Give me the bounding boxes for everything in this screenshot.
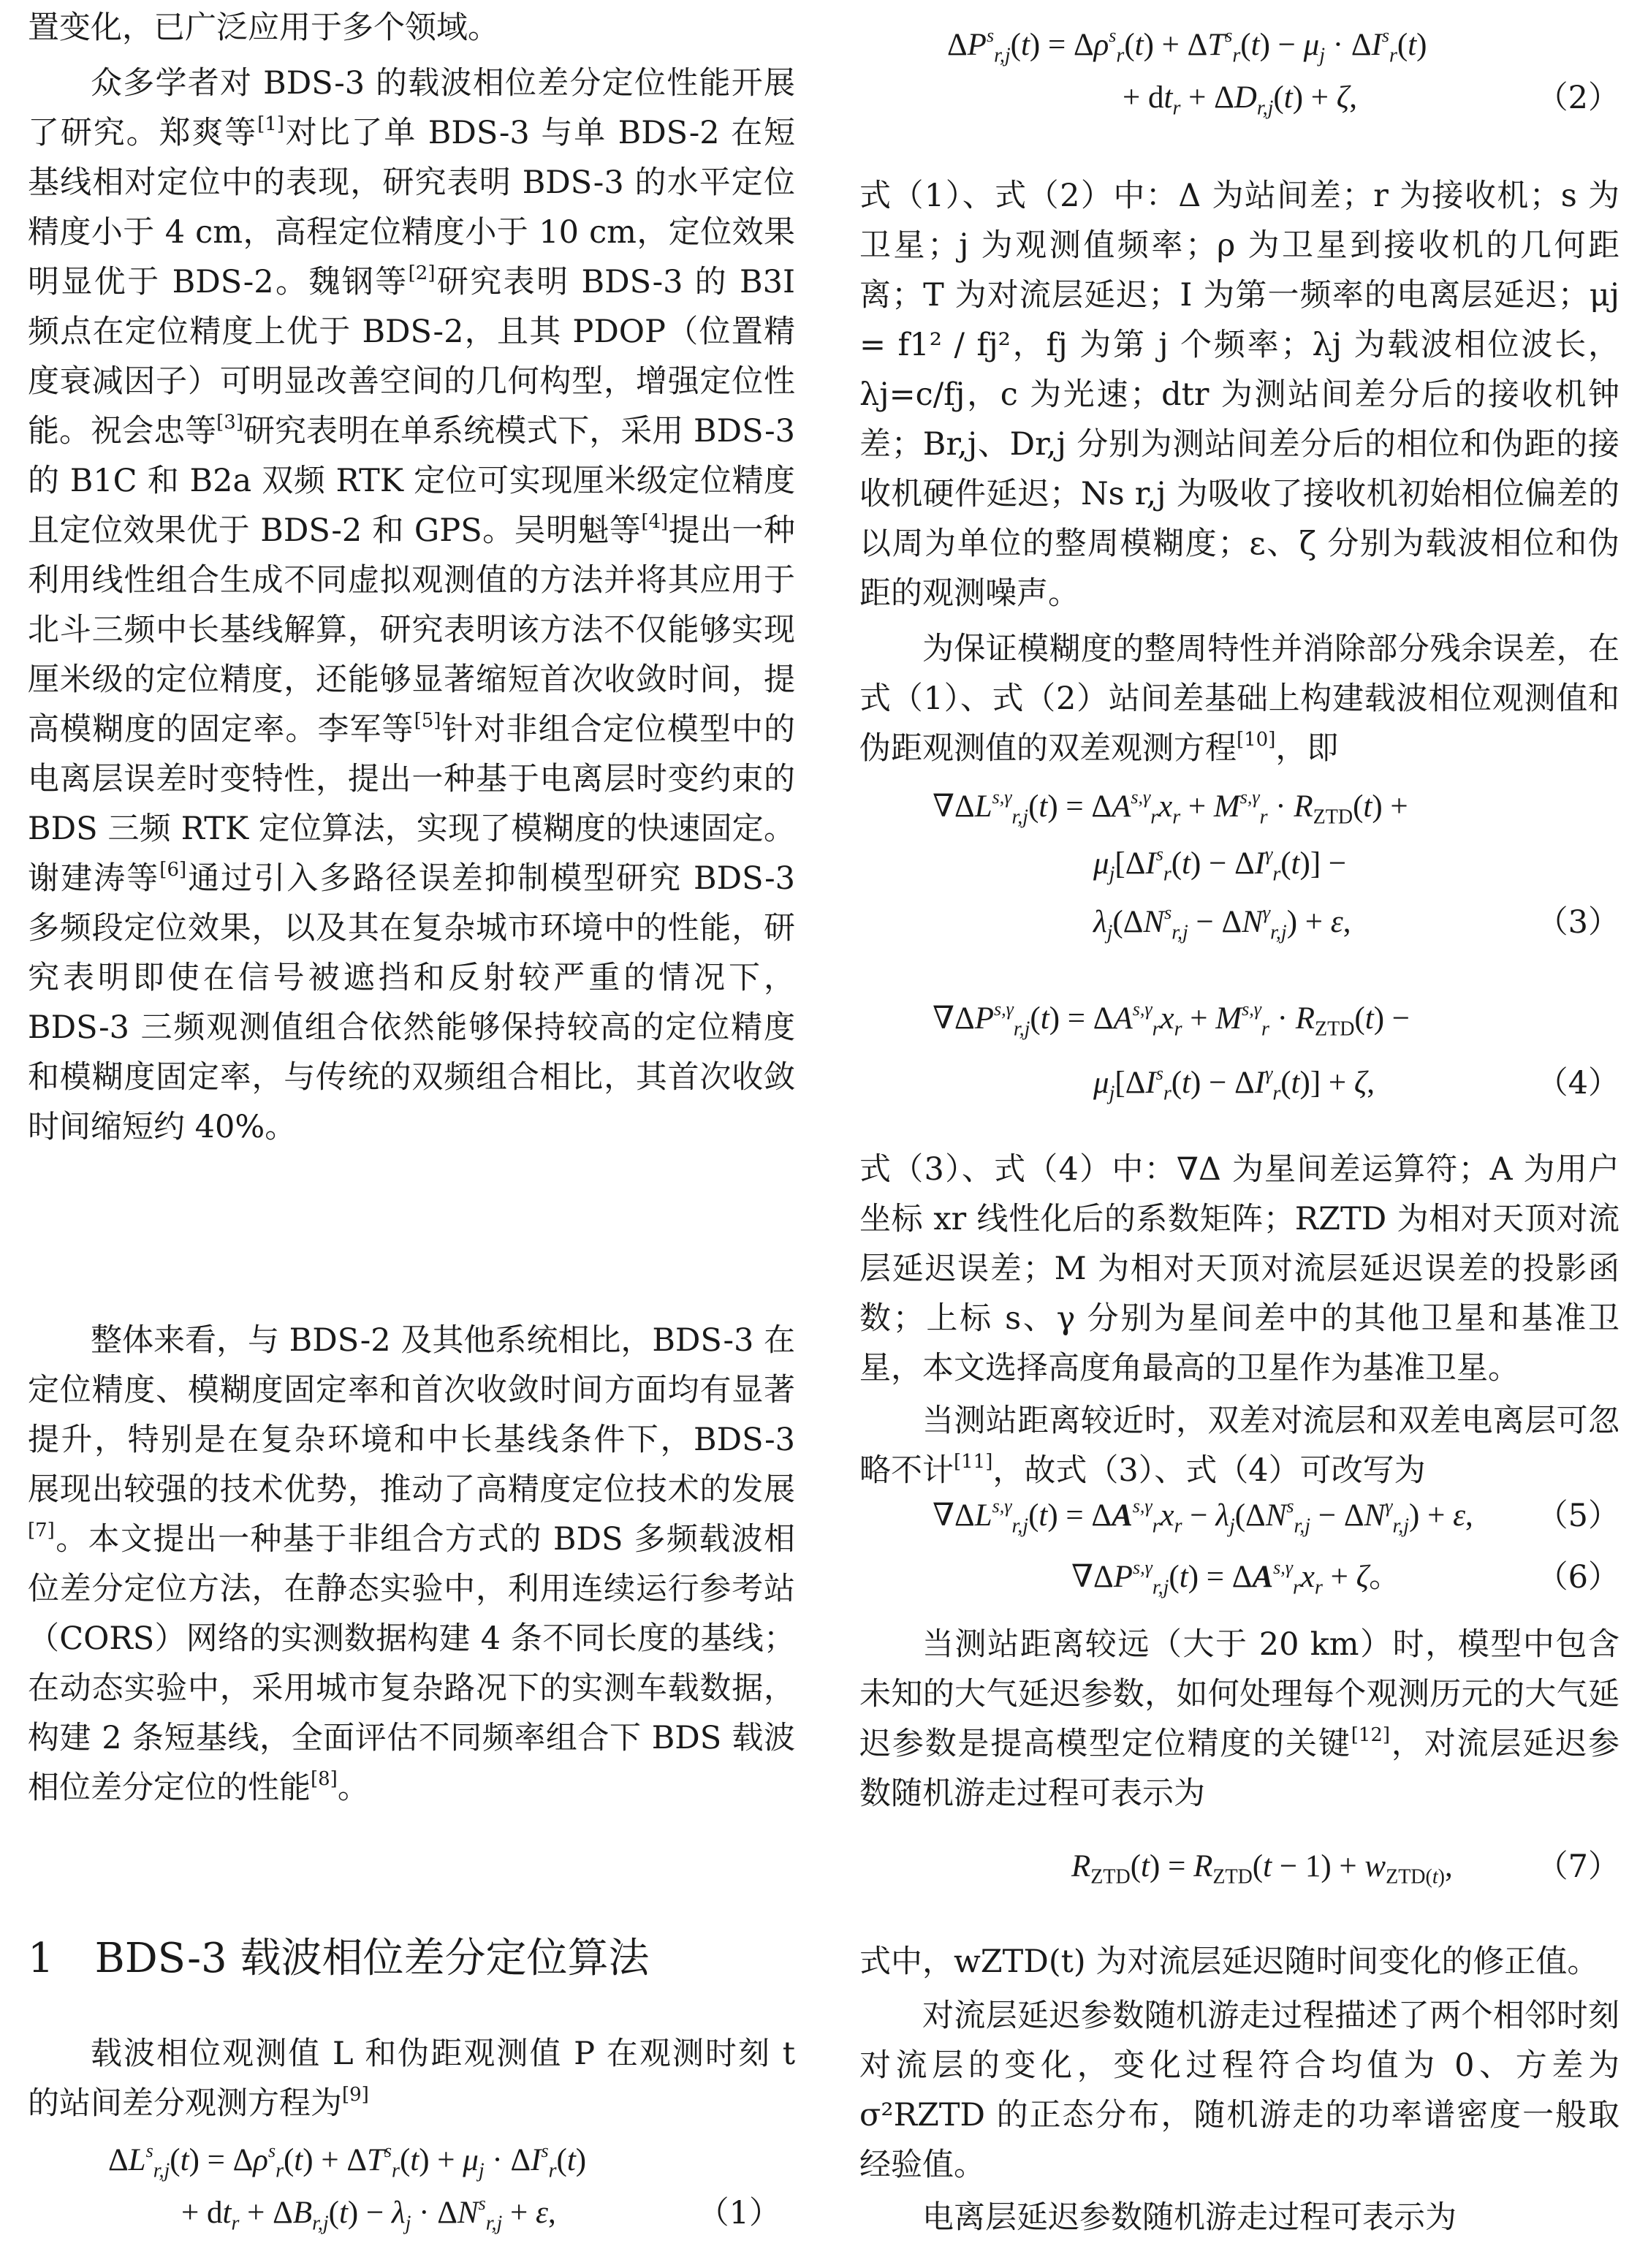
paragraph-wztd-definition: 式中，wZTD(t) 为对流层延迟随时间变化的修正值。 (859, 1943, 1599, 1980)
paragraph-double-difference: 为保证模糊度的整周特性并消除部分残余误差，在式（1）、式（2）站间差基础上构建载波相位观测值和伪距观测值的双差观测方程[10]，即 (859, 631, 1619, 767)
equation-3: $\nabla\Delta L^{s,\gamma}_{r,j}(t) = \Delta A^{s,\gamma}_rx_r + M^{s,\gamma}_r \cdot R_{ZTD}(t)$ + $\mu_j[\Delta I^s_r(t) - \Delta I^\gamma_r(t)]$ − $\lambda_j(\Delta N^s_{r,j} - \Delta N^\gamma_{r,j}) + \varepsilon$, （3） (859, 782, 1619, 957)
paragraph-dd-definitions: 式（3）、式（4）中：∇Δ 为星间差运算符；A 为用户坐标 xr 线性化后的系数矩阵；RZTD 为相对天顶对流层延迟误差；M 为相对天顶对流层延迟误差的投影函数；上标 s、γ 分别为星间差中的其他卫星和基准卫星，本文选择高度角最高的卫星作为基准卫星。 (859, 1151, 1619, 1387)
equation-number: （3） (1536, 904, 1619, 941)
paragraph-ionosphere-intro: 电离层延迟参数随机游走过程可表示为 (922, 2199, 1457, 2236)
equation-number: （5） (1536, 1498, 1619, 1534)
equation-number: （7） (1536, 1848, 1619, 1885)
equation-number: （1） (697, 2195, 781, 2231)
paragraph-random-walk: 对流层延迟参数随机游走过程描述了两个相邻时刻对流层的变化，变化过程符合均值为 0、方差为 σ²RZTD 的正态分布，随机游走的功率谱密度一般取经验值。 (859, 1998, 1619, 2183)
equation-5: $\nabla\Delta L^{s,\gamma}_{r,j}(t) = \Delta A^{s,\gamma}_rx_r - \lambda_j(\Delta N^s_{r,j} - \Delta N^\gamma_{r,j}) + \varepsilon$, （5） (859, 1491, 1619, 1541)
section-heading: 1 BDS-3 载波相位差分定位算法 (28, 1935, 650, 1982)
equation-7: $R_{ZTD}(t) = R_{ZTD}(t - 1) + w_{ZTD(t)}$, （7） (859, 1842, 1619, 1892)
paragraph-continuation: 置变化，已广泛应用于多个领域。 (28, 10, 499, 46)
equation-4: $\nabla\Delta P^{s,\gamma}_{r,j}(t) = \Delta A^{s,\gamma}_rx_r + M^{s,\gamma}_r \cdot R_{ZTD}(t)$ − $\mu_j[\Delta I^s_r(t) - \Delta I^\gamma_r(t)] + \zeta$, （4） (859, 994, 1619, 1118)
equation-2: $\Delta P^s_{r,j}(t) = \Delta\rho^s_r(t) + \Delta T^s_r(t) - \mu_j \cdot \Delta I^s_r(t)$ + $dt_r + \Delta D_{r,j}(t) + \zeta$, （2） (859, 20, 1619, 130)
paragraph-method-intro: 载波相位观测值 L 和伪距观测值 P 在观测时刻 t 的站间差分观测方程为[9] (28, 2036, 795, 2122)
paragraph-variable-definitions: 式（1）、式（2）中：Δ 为站间差；r 为接收机；s 为卫星；j 为观测值频率；ρ 为卫星到接收机的几何距离；T 为对流层延迟；I 为第一频率的电离层延迟；μj = f1² / fj²，fj 为第 j 个频率；λj 为载波相位波长，λj=c/fj，c 为光速；dtr 为测站间差分后的接收机钟差；Br,j、Dr,j 分别为测站间差分后的相位和伪距的接收机硬件延迟；Ns r,j 为吸收了接收机初始相位偏差的以周为单位的整周模糊度；ε、ζ 分别为载波相位和伪距的观测噪声。 (859, 178, 1619, 612)
paragraph-related-work: 众多学者对 BDS-3 的载波相位差分定位性能开展了研究。郑爽等[1]对比了单 BDS-3 与单 BDS-2 在短基线相对定位中的表现，研究表明 BDS-3 的水平定位精度小于 4 cm，高程定位精度小于 10 cm，定位效果明显优于 BDS-2。魏钢等[2]研究表明 BDS-3 的 B3I 频点在定位精度上优于 BDS-2，且其 PDOP（位置精度衰减因子）可明显改善空间的几何构型，增强定位性能。祝会忠等[3]研究表明在单系统模式下，采用 BDS-3 的 B1C 和 B2a 双频 RTK 定位可实现厘米级定位精度且定位效果优于 BDS-2 和 GPS。吴明魁等[4]提出一种利用线性组合生成不同虚拟观测值的方法并将其应用于北斗三频中长基线解算，研究表明该方法不仅能够实现厘米级的定位精度，还能够显著缩短首次收敛时间，提高模糊度的固定率。李军等[5]针对非组合定位模型中的电离层误差时变特性，提出一种基于电离层时变约束的 BDS 三频 RTK 定位算法，实现了模糊度的快速固定。谢建涛等[6]通过引入多路径误差抑制模型研究 BDS-3 多频段定位效果，以及其在复杂城市环境中的性能，研究表明即使在信号被遮挡和反射较严重的情况下，BDS-3 三频观测值组合依然能够保持较高的定位精度和模糊度固定率，与传统的双频组合相比，其首次收敛时间缩短约 40%。 (28, 65, 796, 1145)
equation-number: （2） (1536, 80, 1619, 116)
equation-number: （4） (1536, 1065, 1619, 1101)
paragraph-summary: 整体来看，与 BDS-2 及其他系统相比，BDS-3 在定位精度、模糊度固定率和首次收敛时间方面均有显著提升，特别是在复杂环境和中长基线条件下，BDS-3 展现出较强的技术优势，推动了高精度定位技术的发展[7]。本文提出一种基于非组合方式的 BDS 多频载波相位差分定位方法，在静态实验中，利用连续运行参考站（CORS）网络的实测数据构建 4 条不同长度的基线；在动态实验中，采用城市复杂路况下的实测车载数据，构建 2 条短基线，全面评估不同频率组合下 BDS 载波相位差分定位的性能[8]。 (28, 1322, 795, 1806)
equation-6: $\nabla\Delta P^{s,\gamma}_{r,j}(t) = \Delta A^{s,\gamma}_rx_r + \zeta$。 （6） (859, 1552, 1619, 1602)
equation-number: （6） (1536, 1559, 1619, 1596)
paragraph-short-baseline: 当测站距离较近时，双差对流层和双差电离层可忽略不计[11]，故式（3）、式（4）可改写为 (859, 1403, 1619, 1489)
paragraph-long-baseline: 当测站距离较远（大于 20 km）时，模型中包含未知的大气延迟参数，如何处理每个观测历元的大气延迟参数是提高模型定位精度的关键[12]，对流层延迟参数随机游走过程可表示为 (859, 1626, 1620, 1812)
equation-1: $\Delta L^s_{r,j}(t) = \Delta\rho^s_r(t) + \Delta T^s_r(t) + \mu_j \cdot \Delta I^s_r(t)$ + $dt_r + \Delta B_{r,j}(t) - \lambda_j \cdot \Delta N^s_{r,j} + \varepsilon$, （1） (28, 2136, 781, 2245)
